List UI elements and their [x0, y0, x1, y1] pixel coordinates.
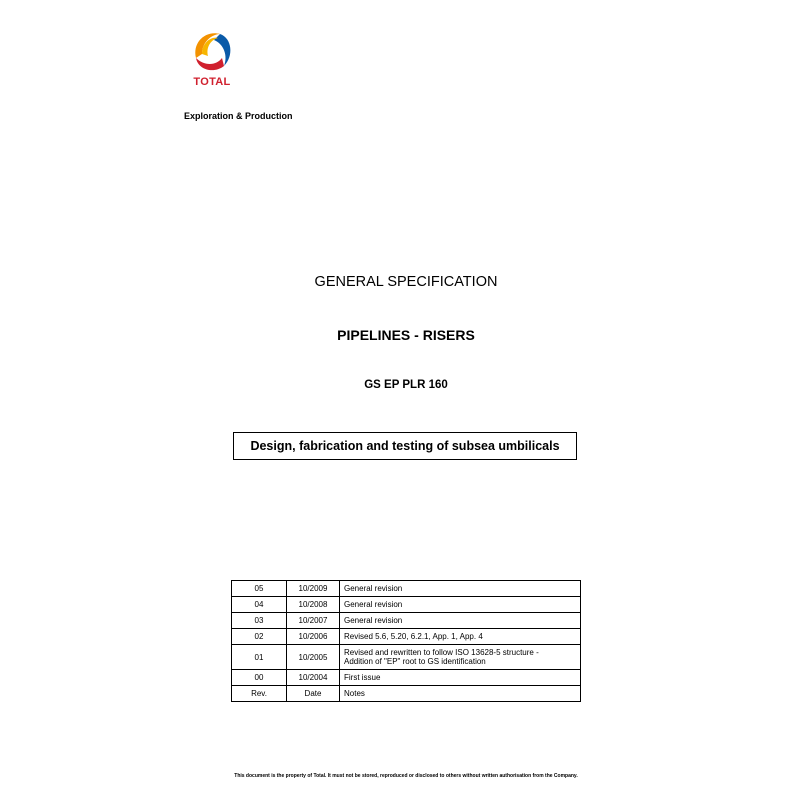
table-row: [232, 645, 581, 670]
rev-cell: 04: [232, 597, 287, 613]
table-row: [232, 670, 581, 686]
notes-cell: First issue: [340, 670, 581, 686]
rev-cell: 05: [232, 581, 287, 597]
notes-cell: General revision: [340, 581, 581, 597]
logo-wordmark: TOTAL: [193, 76, 231, 88]
division-label: Exploration & Production: [184, 111, 293, 121]
document-subject: Design, fabrication and testing of subsea umbilicals: [250, 439, 560, 453]
table-row: [232, 613, 581, 629]
date-header: Date: [287, 686, 340, 702]
rev-cell: 03: [232, 613, 287, 629]
notes-cell: Revised 5.6, 5.20, 6.2.1, App. 1, App. 4: [340, 629, 581, 645]
date-cell: 10/2004: [287, 670, 340, 686]
date-cell: 10/2005: [287, 645, 340, 670]
table-row: [232, 581, 581, 597]
date-cell: 10/2006: [287, 629, 340, 645]
revision-table: [231, 580, 581, 702]
table-header-row: [232, 686, 581, 702]
table-row: [232, 629, 581, 645]
rev-cell: 01: [232, 645, 287, 670]
company-logo: [186, 28, 238, 90]
notes-header: Notes: [340, 686, 581, 702]
document-type: GENERAL SPECIFICATION: [314, 274, 498, 290]
document-subject-box: [233, 432, 577, 460]
date-cell: 10/2009: [287, 581, 340, 597]
rev-header: Rev.: [232, 686, 287, 702]
total-logo-icon: [190, 28, 234, 74]
notes-cell: General revision: [340, 597, 581, 613]
rev-cell: 00: [232, 670, 287, 686]
notes-cell: [340, 645, 581, 670]
rev-cell: 02: [232, 629, 287, 645]
document-reference: GS EP PLR 160: [364, 379, 448, 391]
notes-line: Addition of "EP" root to GS identification: [344, 657, 486, 666]
notes-line: Revised and rewritten to follow ISO 13628-5 structure -: [344, 648, 539, 657]
confidentiality-notice: This document is the property of Total. It must not be stored, reproduced or disclosed to others without written authorisation from the Company.: [234, 773, 578, 779]
date-cell: 10/2008: [287, 597, 340, 613]
notes-cell: General revision: [340, 613, 581, 629]
document-title: PIPELINES - RISERS: [337, 327, 475, 343]
table-row: [232, 597, 581, 613]
date-cell: 10/2007: [287, 613, 340, 629]
